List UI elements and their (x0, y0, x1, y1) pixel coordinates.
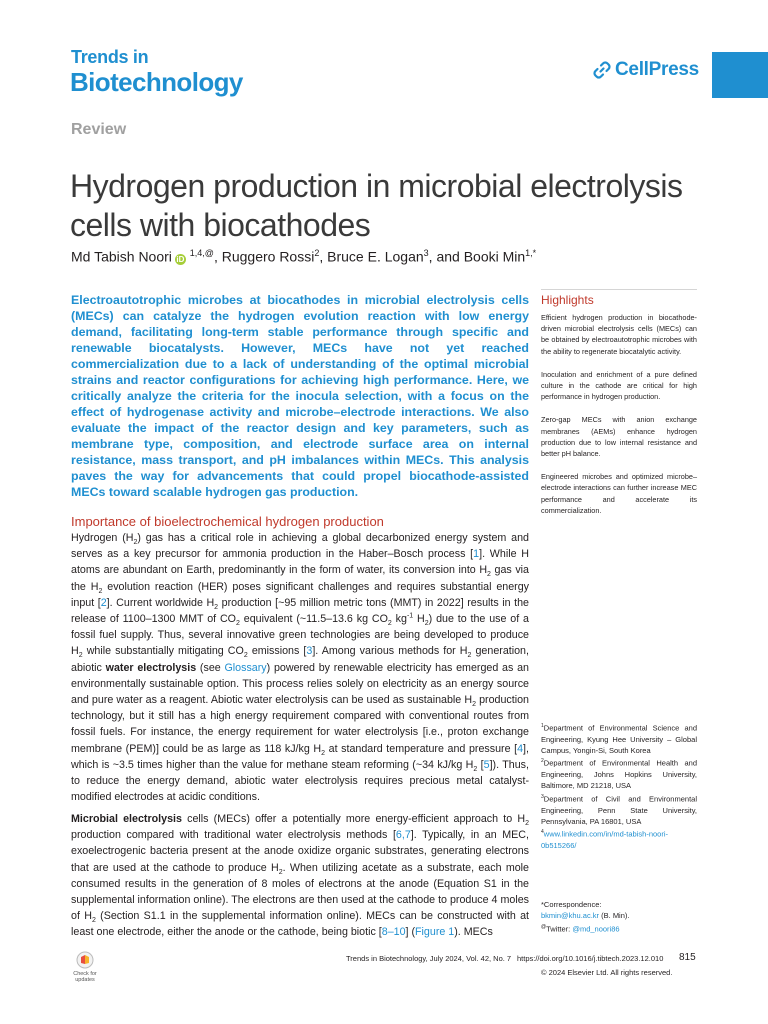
reference-link[interactable]: 5 (483, 758, 490, 771)
check-for-updates-badge[interactable] (67, 951, 103, 985)
glossary-term: Microbial electrolysis (71, 813, 182, 825)
linkedin-link[interactable]: www.linkedin.com/in/md-tabish-noori-0b515266/ (541, 829, 668, 850)
author-name[interactable]: , and Booki Min (428, 248, 526, 265)
author-affiliation-marker: 3 (423, 248, 429, 258)
author-name[interactable]: , Bruce E. Logan (319, 248, 424, 265)
author-affiliation-marker: 1,* (525, 248, 537, 258)
author-name[interactable]: , Ruggero Rossi (213, 248, 315, 265)
check-for-updates-icon (76, 951, 94, 969)
affiliation-item: $^1$Department of Environmental Science and Engineering, Kyung Hee University – Global Campus, Yongin-Si, South Korea (541, 723, 697, 756)
affiliation-item: $^4$www.linkedin.com/in/md-tabish-noori-0b515266/ (541, 829, 668, 850)
reference-link[interactable]: 8–10 (381, 926, 406, 939)
publisher-logo[interactable] (593, 58, 699, 82)
affiliation-item: $^3$Department of Civil and Environmental Engineering, Penn State University, Pennsylvania, PA 16801, USA (541, 793, 697, 826)
glossary-term: water electrolysis (105, 661, 197, 674)
body-paragraph: Microbial electrolysis cells (MECs) offer a potentially more energy-efficient approach to $H_2$ production compared with traditional water electrolysis methods [6,7]. Typically, in an MEC, exoelectrogenic bacteria present at the anode oxidize organic substrates, generating electrons that are used at the cathode to produce $H_2$. When utilizing acetate as a substrate, each mole consumed results in the generation of 8 moles of electrons at the anode (Equation S1 in the supplemental information online). The electrons are then used at the cathode to produce 4 moles of $H_2$ (Section S1.1 in the supplemental information online). MECs can be constructed with at least one electrode, either the anode or the cathode, being biotic [8–10] (Figure 1). MECs (71, 813, 529, 939)
publisher-name: CellPress (615, 59, 699, 80)
copyright: © 2024 Elsevier Ltd. All rights reserved. (541, 968, 673, 977)
body-paragraph: Hydrogen $(H_2)$ gas has a critical role in achieving a global decarbonized energy system and serves as a key precursor for ammonia production in the Haber–Bosch process [1]. While H atoms are abundant on Earth, predominantly in the form of water, its conversion into $H_2$ gas via the $H_2$ evolution reaction (HER) poses significant challenges and requires substantial energy input [2]. Current worldwide $H_2$ production [~95 million metric tons (MMT) in 2022] results in the release of 1100–1300 MMT of $CO_2$ equivalent (~11.5–13.6 kg $CO_2$ $kg^{-1}$ $H_2$) due to the use of a fossil fuel supply. Thus, several innovative green technologies are being developed to produce $H_2$ while substantially mitigating $CO_2$ emissions [3]. Among various methods for $H_2$ generation, abiotic water electrolysis (see Glossary) powered by renewable electricity has emerged as an environmentally sustainable option. This process relies solely on electricity as an energy source and pure water as a reagent. Abiotic water electrolysis can be used as sustainable $H_2$ production technology, but it still has a high energy requirement compared with conventional routes from fossil fuels. For instance, the energy requirement for water electrolysis [i.e., proton exchange membrane (PEM)] could be as large as 118 kJ/kg $H_2$ at standard temperature and pressure [4], which is ~3.5 times higher than the value for methane steam reforming (~34 kJ/kg $H_2$ [5]). Thus, to reduce the energy demand, abiotic water electrolysis requires precious metal catalyst-modified electrodes at acidic conditions. (71, 532, 530, 804)
orcid-icon[interactable]: iD (176, 254, 185, 264)
twitter-label: Twitter: (546, 924, 573, 934)
highlight-item: Engineered microbes and optimized microbe–electrode interactions can further increase MEC performance and accelerate its commercialization. (541, 472, 697, 515)
highlight-item: Zero-gap MECs with anion exchange membranes (AEMs) enhance hydrogen production due to low internal resistance and better pH balance. (541, 415, 697, 459)
journal-name-line2: Biotechnology (70, 67, 243, 97)
badge-text: updates (75, 977, 95, 983)
page-number: 815 (679, 952, 696, 963)
reference-link[interactable]: 6,7 (395, 829, 411, 842)
correspondence: *Correspondence: bkmin@khu.ac.kr (B. Min). @Twitter: @md_noori86 (541, 899, 697, 934)
correspondence-label: *Correspondence: (541, 900, 602, 909)
abstract: Electroautotrophic microbes at biocathodes in microbial electrolysis cells (MECs) can catalyze the hydrogen evolution reaction with low energy demand, facilitating long-term stable performance through specific and renewable biocatalysts. However, MECs have not yet reached commercialization due to a lack of understanding of the optimal microbial strains and reactor configurations for achieving high performance. Here, we critically analyze the criteria for the inocula selection, with a focus on the effect of hydrogenase activity and microbe–electrode interactions. We also evaluate the impact of the reactor design and key parameters, such as membrane type, composition, and electrode surface area on internal resistance, mass transport, and pH imbalances within MECs. This analysis paves the way for advancements that could propel biocathode-assisted MECs toward scalable hydrogen gas production. (71, 293, 529, 499)
figure-link[interactable]: Figure 1 (415, 926, 455, 939)
reference-link[interactable]: 2 (100, 596, 107, 609)
author-affiliation-marker: 1,4,@ (189, 248, 214, 258)
footer-journal-info: Trends in Biotechnology, July 2024, Vol. 42, No. 7 (346, 954, 512, 963)
cellpress-link-icon (593, 61, 611, 79)
glossary-link[interactable]: Glossary (224, 661, 267, 674)
affiliations (541, 721, 697, 851)
article-title: Hydrogen production in microbial electrolysis cells with biocathodes (70, 168, 683, 244)
highlight-item: Efficient hydrogen production in biocathode-driven microbial electrolysis cells (MECs) can be obtained by electroautotrophic microbes with the ability to regenerate biocatalytic activity. (541, 313, 697, 356)
reference-link[interactable]: 4 (517, 742, 524, 755)
reference-link[interactable]: 3 (306, 645, 313, 658)
article-type: Review (71, 121, 127, 138)
author-list (71, 248, 536, 265)
reference-link[interactable]: 1 (473, 548, 480, 561)
highlights-heading: Highlights (541, 289, 697, 307)
highlights-box (541, 289, 697, 528)
badge-text: Check for (73, 971, 97, 977)
author-name[interactable]: Md Tabish Noori (71, 248, 172, 265)
highlight-item: Inoculation and enrichment of a pure defined culture in the cathode are critical for high performance in hydrogen production. (541, 369, 697, 402)
doi-link[interactable]: https://doi.org/10.1016/j.tibtech.2023.12.010 (517, 954, 664, 963)
affiliation-item: $^2$Department of Environmental Health and Engineering, Johns Hopkins University, Baltimore, MD 21218, USA (541, 758, 697, 791)
email-link[interactable]: bkmin@khu.ac.kr (541, 911, 600, 921)
header-accent-block (712, 52, 768, 98)
section-heading: Importance of bioelectrochemical hydrogen production (71, 514, 384, 529)
journal-name-line1: Trends in (71, 47, 149, 67)
author-affiliation-marker: 2 (314, 248, 320, 258)
twitter-link[interactable]: @md_noori86 (572, 924, 620, 934)
